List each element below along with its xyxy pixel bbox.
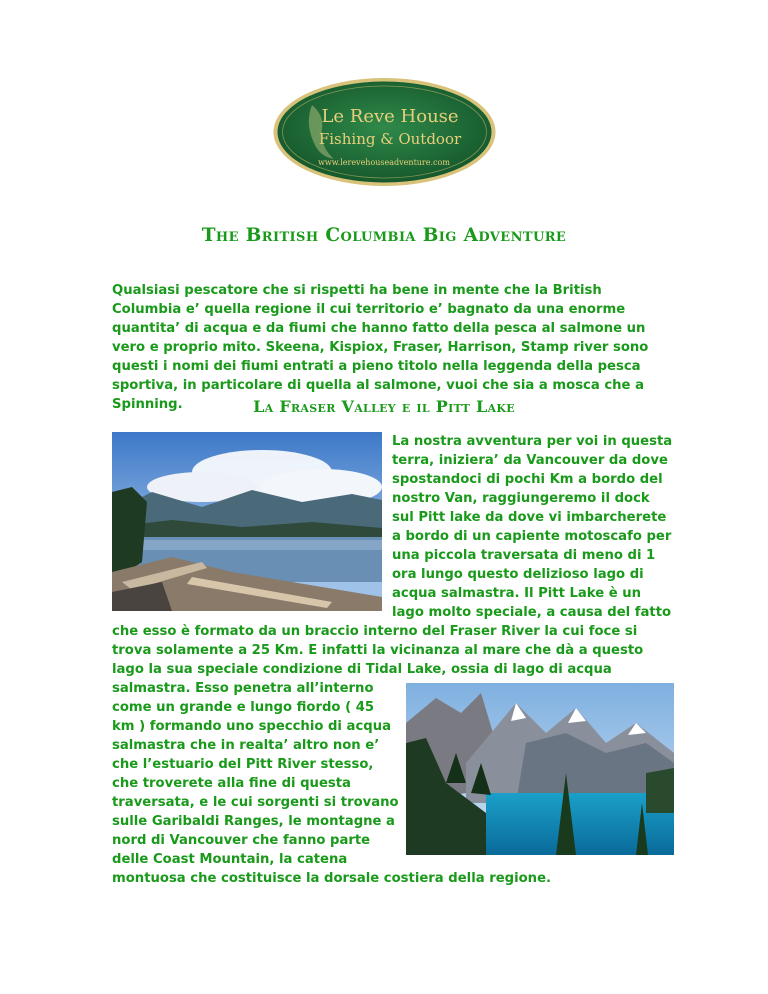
lake-photo — [112, 432, 382, 611]
company-logo — [272, 77, 497, 187]
intro-paragraph: Qualsiasi pescatore che si rispetti ha bene in mente che la British Columbia e’ quella regione il cui territorio e’ bagnato da una enorme quantita’ di acqua e da fiumi che hanno fatto della pesca al salmone un vero e proprio mito. Skeena, Kispiox, Fraser, Harrison, Stamp river sono questi i nomi dei fiumi entrati a pieno titolo nella leggenda della pesca sportiva, in particolare di quella al salmone, vuoi che sia a mosca che a Spinning. — [112, 283, 649, 412]
body-text-part1: La nostra avventura per voi in questa terra, iniziera’ da Vancouver da dove spostandoci di pochi Km a bordo del nostro Van, raggiungeremo il dock sul Pitt lake da dove vi imbarcherete a bordo di un capiente motoscafo per una piccola traversata di meno di 1 ora lungo questo delizioso lago di acqua salmastra. Il Pitt Lake è un lago molto speciale, a causa del fatto che esso è formato da un braccio interno del Fraser River la cui foce si trova solamente a 25 Km. E infatti la vicinanza al mare che dà a questo lago la sua speciale condizione di Tidal Lake, ossia di lago di acqua salmastra. — [112, 434, 673, 696]
logo-line1: Le Reve House — [321, 106, 459, 127]
page-title: The British Columbia Big Adventure — [201, 225, 567, 246]
logo-line2: Fishing & Outdoor — [318, 130, 462, 148]
mountain-lake-photo — [406, 683, 674, 855]
body-text-part2: Esso penetra all’interno come un grande e lungo fiordo ( 45 km ) formando uno specchio di acqua salmastra che in realta’ altro non e’ che l’estuario del Pitt River stesso, che troverete alla fine di questa traversata, e le cui sorgenti si trovano sulle Garibaldi Ranges, le montagne a nord di Vancouver che fanno parte delle Coast Mountain, la catena montuosa che costituisce la dorsale costiera della regione. — [112, 681, 552, 886]
body-text-flow — [112, 432, 674, 888]
section-title: La Fraser Valley e il Pitt Lake — [253, 397, 515, 416]
logo-url: www.lerevehouseadventure.com — [318, 158, 450, 167]
